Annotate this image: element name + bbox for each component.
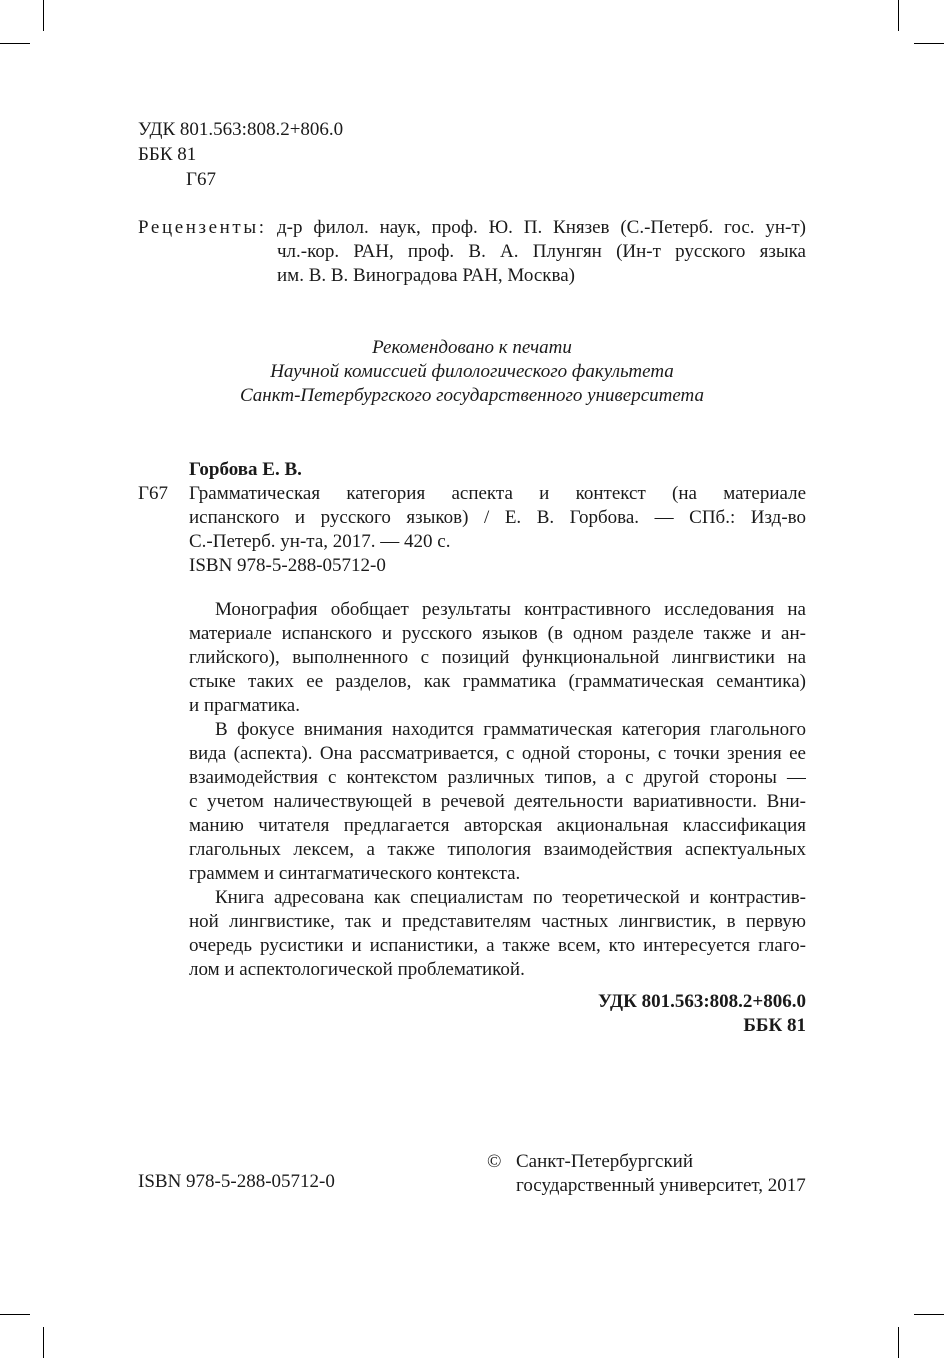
reviewer-line: д-р филол. наук, проф. Ю. П. Князев (С.-Петерб. гос. ун-т) — [277, 217, 806, 238]
reviewer-line: им. В. В. Виноградова РАН, Москва) — [277, 265, 575, 286]
abstract-paragraph — [189, 598, 806, 718]
abstract — [189, 598, 806, 982]
citation-isbn: ISBN 978-5-288-05712-0 — [189, 555, 386, 576]
copyright-symbol: © — [487, 1151, 502, 1172]
abstract-line: Монография обобщает результаты контрастивного исследования на — [215, 599, 806, 620]
author-name: Горбова Е. В. — [189, 459, 302, 480]
citation-line: Грамматическая категория аспекта и контекст (на материале — [189, 483, 806, 504]
copyright-line: государственный университет, 2017 — [516, 1175, 806, 1196]
abstract-paragraph — [189, 718, 806, 886]
footer-isbn: ISBN 978-5-288-05712-0 — [138, 1171, 335, 1192]
abstract-line: и прагматика. — [189, 695, 300, 716]
abstract-line: манию читателя предлагается авторская акциональная классификация — [189, 815, 806, 836]
abstract-line: глийского), выполненного с позиций функциональной лингвистики на — [189, 647, 806, 668]
crop-mark — [898, 0, 899, 31]
udk-code-bold: УДК 801.563:808.2+806.0 — [597, 991, 806, 1012]
citation-code: Г67 — [138, 483, 168, 504]
abstract-line: глагольных лексем, а также типология взаимодействия аспектуальных — [189, 839, 806, 860]
recommendation-line: Санкт-Петербургского государственного университета — [239, 385, 704, 406]
citation-line: С.-Петерб. ун-та, 2017. — 420 с. — [189, 531, 451, 552]
abstract-line: граммем и синтагматического контекста. — [189, 863, 521, 884]
abstract-line: материале испанского и русского языков (в одном разделе также и ан- — [189, 623, 806, 644]
recommendation-line: Рекомендовано к печати — [372, 337, 572, 358]
copyright-line: Санкт-Петербургский — [516, 1151, 694, 1172]
crop-mark — [0, 43, 30, 44]
recommendation-line: Научной комиссией филологического факультета — [270, 361, 674, 382]
abstract-line: взаимодействия с контекстом различных типов, а с другой стороны — — [189, 767, 806, 788]
bbk-code-bold: ББК 81 — [743, 1015, 806, 1036]
reviewer-line: чл.-кор. РАН, проф. В. А. Плунгян (Ин-т русского языка — [277, 241, 806, 262]
abstract-line: стыке таких ее разделов, как грамматика (грамматическая семантика) — [189, 671, 806, 692]
author-mark: Г67 — [186, 169, 216, 190]
abstract-line: Книга адресована как специалистам по теоретической и контрастив- — [215, 887, 806, 908]
abstract-line: ной лингвистике, так и представителям частных лингвистик, в первую — [189, 911, 806, 932]
crop-mark — [43, 0, 44, 31]
crop-mark — [914, 43, 944, 44]
crop-mark — [43, 1327, 44, 1358]
abstract-line: В фокусе внимания находится грамматическая категория глагольного — [215, 719, 806, 740]
udk-code: УДК 801.563:808.2+806.0 — [138, 119, 344, 140]
crop-mark — [914, 1314, 944, 1315]
crop-mark — [898, 1327, 899, 1358]
abstract-paragraph — [189, 886, 806, 982]
reviewers-label: Рецензенты: — [138, 217, 267, 238]
recommendation — [138, 336, 806, 408]
classification — [500, 990, 806, 1038]
abstract-line: лом и аспектологической проблематикой. — [189, 959, 525, 980]
bbk-code: ББК 81 — [138, 144, 197, 165]
abstract-line: вида (аспекта). Она рассматривается, с одной стороны, с точки зрения ее — [189, 743, 806, 764]
citation-line: испанского и русского языков) / Е. В. Горбова. — СПб.: Изд-во — [189, 507, 806, 528]
abstract-line: очередь русистики и испанистики, а также всем, кто интересуется глаго- — [189, 935, 806, 956]
abstract-line: с учетом наличествующей в речевой деятельности вариативности. Вни- — [189, 791, 806, 812]
crop-mark — [0, 1314, 30, 1315]
